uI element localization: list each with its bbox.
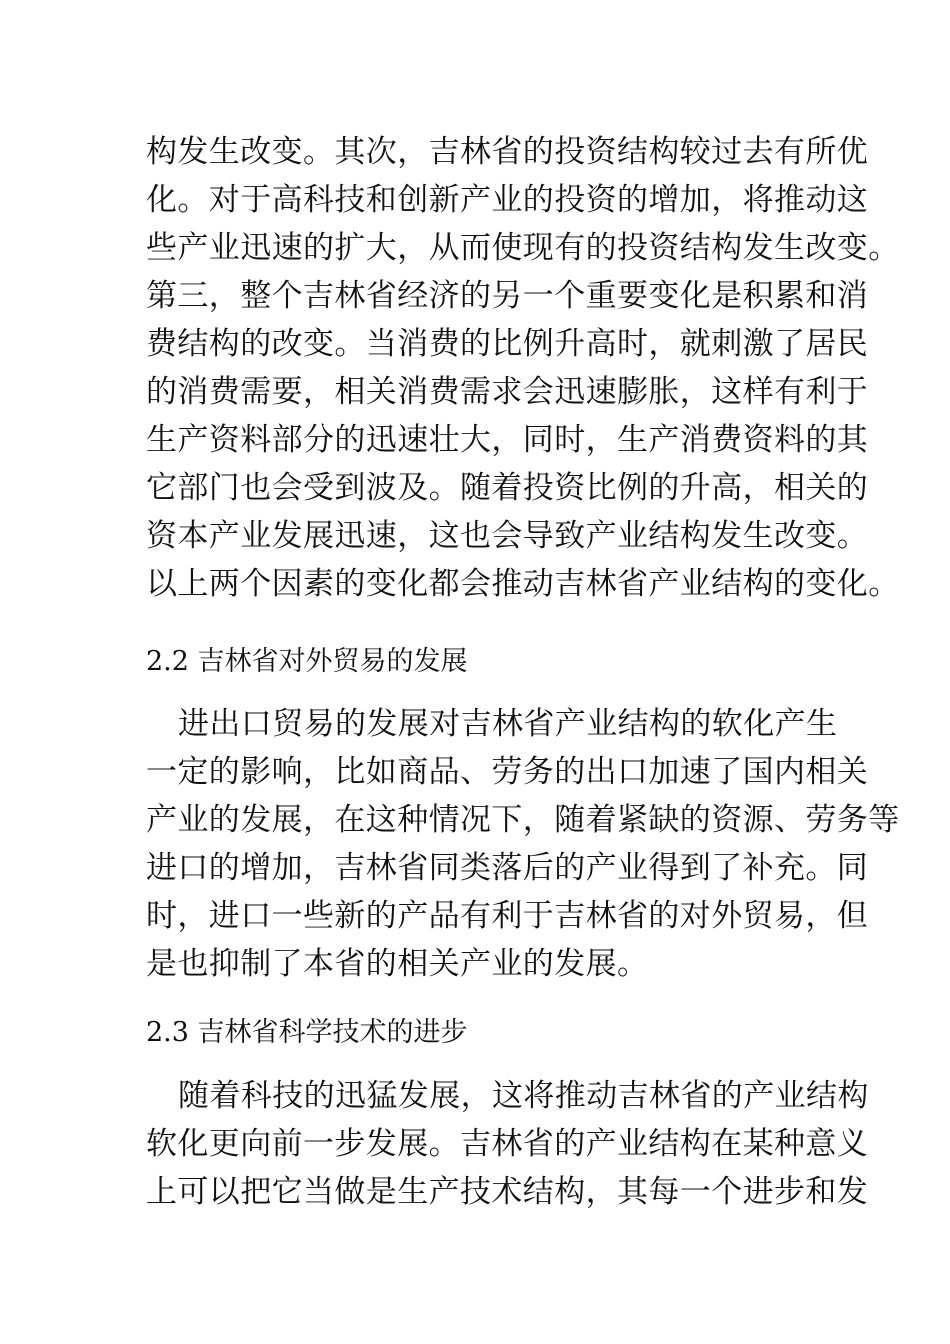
text-line: 产业的发展，在这种情况下，随着紧缺的资源、劳务等 [146, 802, 900, 838]
text-line: 资本产业发展迅速，这也会导致产业结构发生改变。 [146, 518, 869, 554]
text-line: 的消费需要，相关消费需求会迅速膨胀，这样有利于 [146, 374, 869, 410]
text-line: 第三，整个吉林省经济的另一个重要变化是积累和消 [146, 278, 869, 314]
text-line: 些产业迅速的扩大，从而使现有的投资结构发生改变。 [146, 230, 900, 266]
text-line: 构发生改变。其次，吉林省的投资结构较过去有所优 [146, 134, 869, 170]
text-line: 以上两个因素的变化都会推动吉林省产业结构的变化。 [146, 566, 900, 602]
text-line: 随着科技的迅猛发展，这将推动吉林省的产业结构 [178, 1078, 869, 1114]
text-line: 一定的影响，比如商品、劳务的出口加速了国内相关 [146, 754, 869, 790]
text-line: 它部门也会受到波及。随着投资比例的升高，相关的 [146, 470, 869, 506]
text-line: 软化更向前一步发展。吉林省的产业结构在某种意义 [146, 1126, 869, 1162]
section-heading-2-3: 2.3 吉林省科学技术的进步 [146, 1017, 468, 1048]
text-line: 费结构的改变。当消费的比例升高时，就刺激了居民 [146, 326, 869, 362]
section-heading-2-2: 2.2 吉林省对外贸易的发展 [146, 646, 468, 677]
text-line: 上可以把它当做是生产技术结构，其每一个进步和发 [146, 1174, 869, 1210]
text-line: 时，进口一些新的产品有利于吉林省的对外贸易，但 [146, 898, 869, 934]
text-line: 是也抑制了本省的相关产业的发展。 [146, 946, 649, 982]
text-line: 进口的增加，吉林省同类落后的产业得到了补充。同 [146, 850, 869, 886]
text-line: 化。对于高科技和创新产业的投资的增加，将推动这 [146, 182, 869, 218]
text-line: 生产资料部分的迅速壮大，同时，生产消费资料的其 [146, 422, 869, 458]
text-line: 进出口贸易的发展对吉林省产业结构的软化产生 [178, 706, 838, 742]
